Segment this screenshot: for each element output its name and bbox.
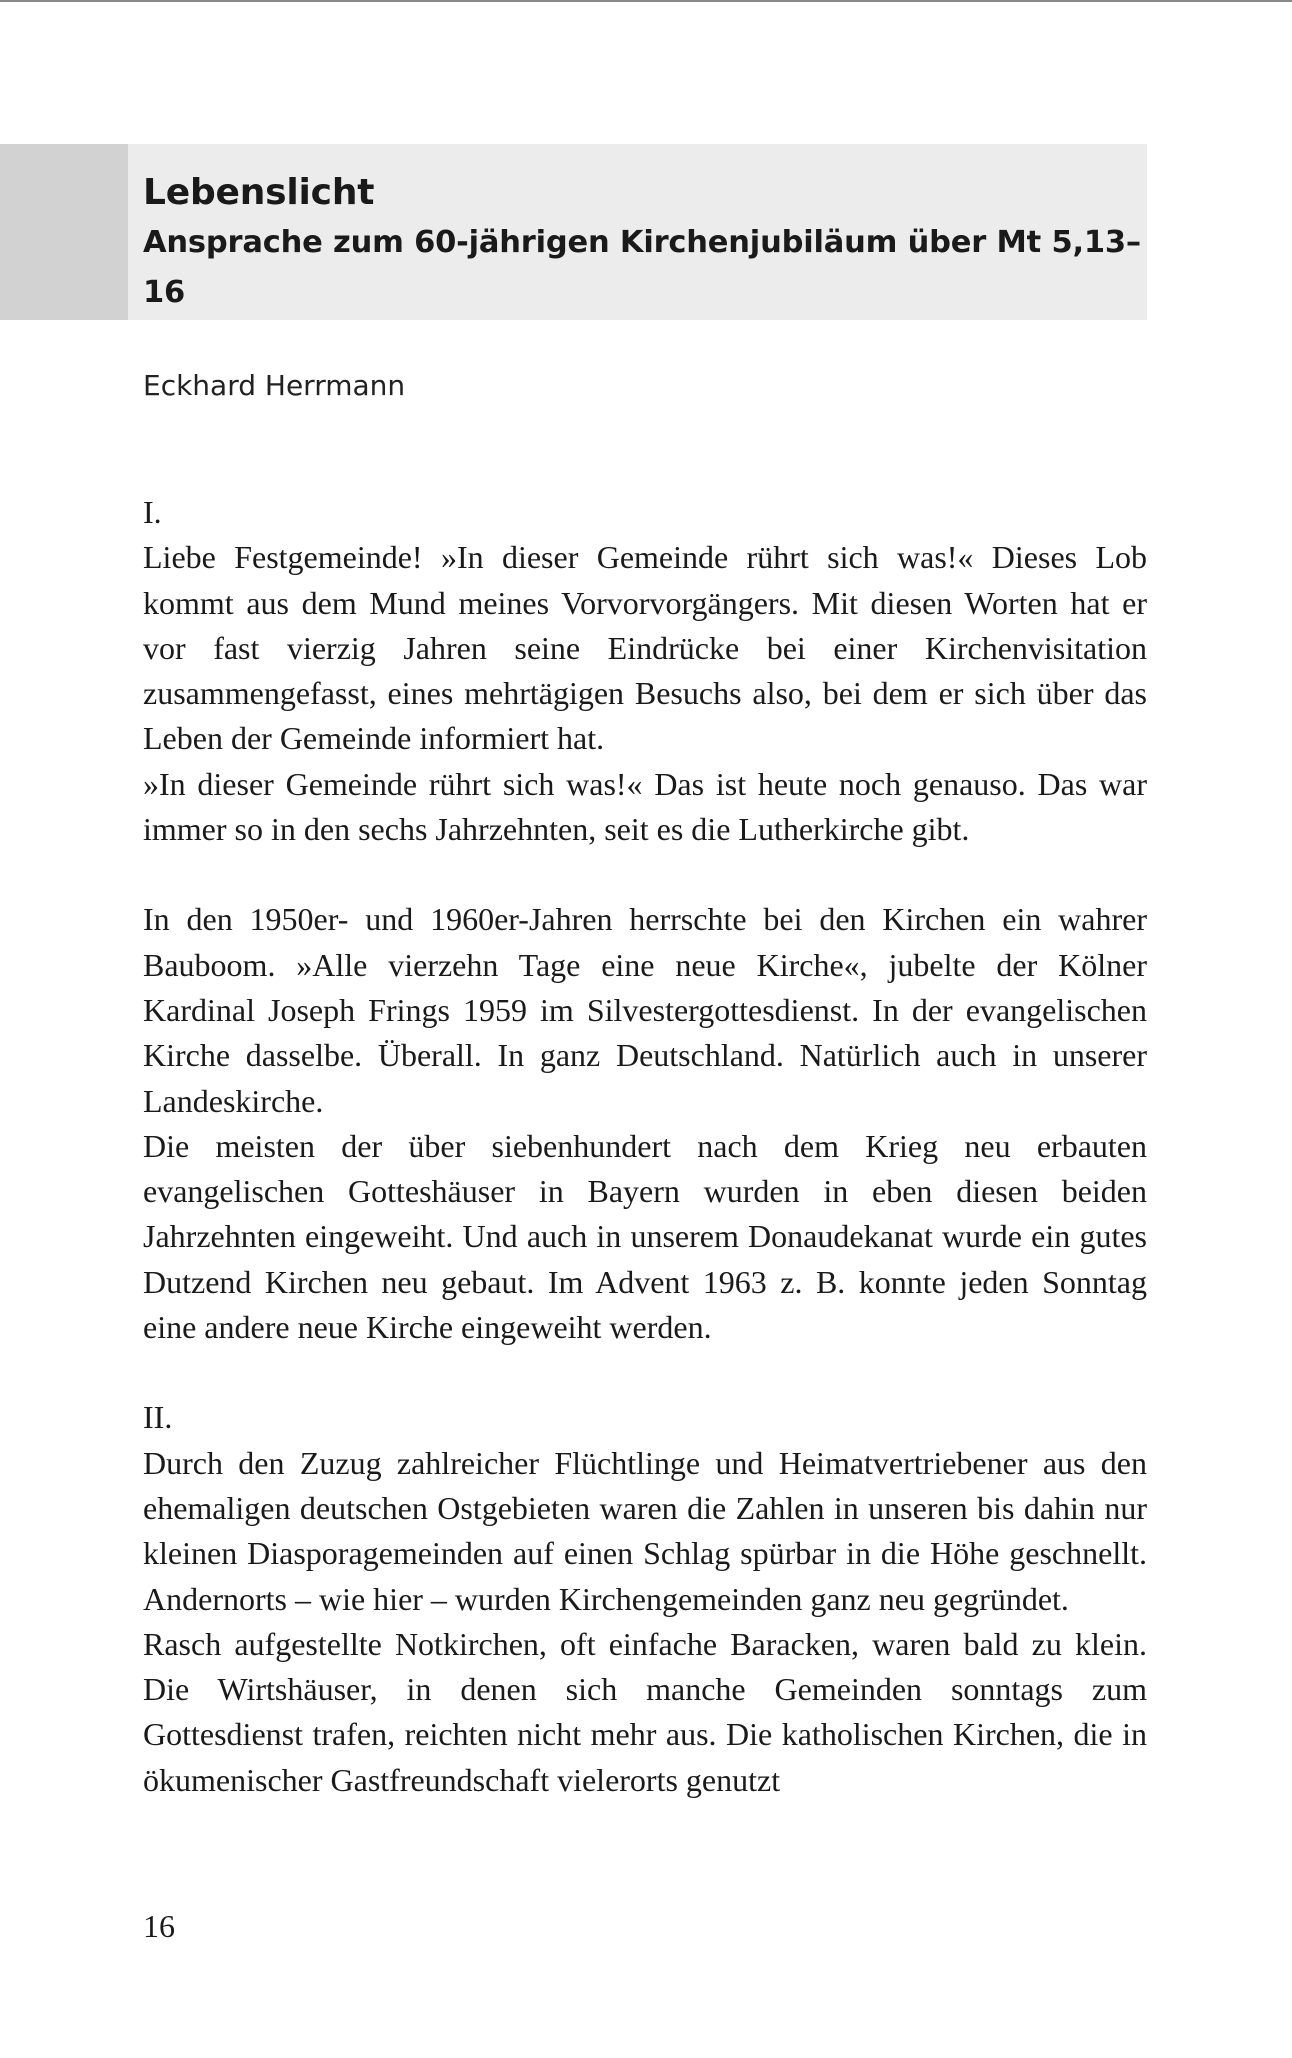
author-name: Eckhard Herrmann bbox=[143, 369, 406, 402]
paragraph-gap bbox=[143, 1350, 1147, 1395]
chapter-title: Lebenslicht bbox=[143, 172, 375, 213]
paragraph-gap bbox=[143, 852, 1147, 897]
paragraph: Die meisten der über siebenhundert nach dem Krieg neu erbauten evangelischen Gotteshäuser in Bayern wurden in eben diesen beiden Jahrzehnten eingeweiht. Und auch in unserem Donaudekanat wurde ein gutes Dutzend Kirchen neu gebaut. Im Advent 1963 z. B. konnte jeden Sonntag eine andere neue Kirche eingeweiht werden. bbox=[143, 1127, 1147, 1346]
section-number: I. bbox=[143, 494, 162, 530]
title-band bbox=[0, 144, 1147, 320]
paragraph: »In dieser Gemeinde rührt sich was!« Das ist heute noch genauso. Das war immer so in den sechs Jahrzehnten, seit es die Lutherkirche gibt. bbox=[143, 765, 1147, 848]
paragraph: Rasch aufgestellte Notkirchen, oft einfache Baracken, waren bald zu klein. Die Wirtshäuser, in denen sich manche Gemeinden sonntags zum Gottesdienst trafen, reichten nicht mehr aus. Die katholischen Kirchen, die in ökumenischer Gastfreundschaft vielerorts genutzt bbox=[143, 1625, 1147, 1798]
body-text bbox=[143, 490, 1147, 1803]
chapter-subtitle: Ansprache zum 60-jährigen Kirchenjubiläum über Mt 5,13–16 bbox=[143, 225, 1141, 310]
paragraph: In den 1950er- und 1960er-Jahren herrschte bei den Kirchen ein wahrer Bauboom. »Alle vierzehn Tage eine neue Kirche«, jubelte der Kölner Kardinal Joseph Frings 1959 im Silvestergottesdienst. In der evangelischen Kirche dasselbe. Überall. In ganz Deutschland. Natürlich auch in unserer Landeskirche. bbox=[143, 901, 1147, 1119]
paragraph: Durch den Zuzug zahlreicher Flüchtlinge und Heimatvertriebener aus den ehemaligen deutschen Ostgebieten waren die Zahlen in unseren bis dahin nur kleinen Diasporagemeinden auf einen Schlag spürbar in die Höhe geschnellt. Andernorts – wie hier – wurden Kirchengemeinden ganz neu gegründet. bbox=[143, 1444, 1147, 1617]
paragraph: Liebe Festgemeinde! »In dieser Gemeinde rührt sich was!« Dieses Lob kommt aus dem Mund meines Vorvorvorgängers. Mit diesen Worten hat er vor fast vierzig Jahren seine Eindrücke bei einer Kirchenvisitation zusammengefasst, eines mehrtägigen Besuchs also, bei dem er sich über das Leben der Gemeinde informiert hat. bbox=[143, 539, 1147, 757]
page-number: 16 bbox=[143, 1908, 175, 1944]
title-tab-marker bbox=[0, 144, 128, 320]
top-rule bbox=[0, 0, 1292, 2]
title-block bbox=[143, 168, 1147, 318]
section-number: II. bbox=[143, 1399, 173, 1436]
